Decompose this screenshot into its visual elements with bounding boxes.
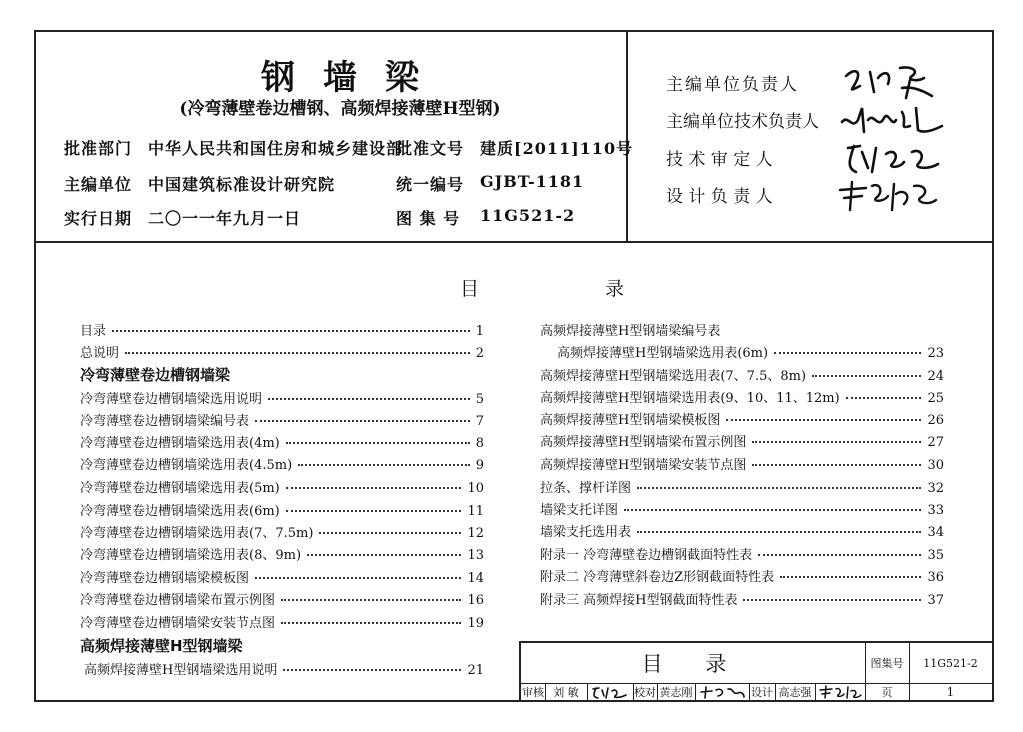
- designer-signature: [815, 683, 865, 700]
- approval-doc-value: 建质[2011]110号: [480, 139, 634, 158]
- toc-entry-page: 21: [467, 663, 484, 678]
- toc-entry-page: 26: [927, 413, 944, 428]
- toc-section-heading: 冷弯薄壁卷边槽钢墙梁: [80, 366, 231, 384]
- toc-entry-page: 23: [927, 346, 944, 361]
- toc-leader: [774, 352, 921, 354]
- toc-entry-text: 附录一 冷弯薄壁卷边槽钢截面特性表: [540, 548, 753, 563]
- toc-entry-text: 冷弯薄壁卷边槽钢墙梁安装节点图: [80, 616, 276, 631]
- toc-entry-page: 36: [927, 570, 944, 585]
- toc-leader: [112, 330, 470, 332]
- toc-leader: [758, 554, 921, 556]
- toc-leader: [286, 442, 470, 444]
- signature-chief-editor: [840, 62, 950, 102]
- toc-leader: [637, 487, 921, 489]
- unified-no-value: GJBT-1181: [480, 172, 585, 191]
- toc-entry-text: 冷弯薄壁卷边槽钢墙梁编号表: [80, 414, 250, 429]
- toc-entry[interactable]: [80, 342, 484, 362]
- toc-entry[interactable]: [80, 454, 484, 474]
- toc-leader: [268, 398, 470, 400]
- toc-leader: [281, 622, 461, 624]
- toc-entry-page: 14: [467, 571, 484, 586]
- toc-leader: [298, 464, 470, 466]
- toc-entry-page: 25: [927, 391, 944, 406]
- toc-entry-text: 冷弯薄壁卷边槽钢墙梁选用表(6m): [80, 504, 280, 519]
- page-number: 1: [946, 684, 955, 699]
- designer-name: 高志强: [778, 685, 812, 699]
- toc-entry[interactable]: [540, 566, 944, 586]
- title-block: [519, 641, 994, 702]
- toc-entry-text: 冷弯薄壁卷边槽钢墙梁选用表(7、7.5m): [80, 526, 314, 541]
- toc-leader: [846, 397, 922, 399]
- toc-entry-page: 11: [467, 504, 484, 519]
- reviewer-name: 刘 敏: [553, 685, 579, 699]
- toc-entry[interactable]: [540, 499, 944, 519]
- toc-entry[interactable]: [540, 589, 944, 609]
- toc-entry[interactable]: [540, 477, 944, 497]
- toc-entry-text: 高频焊接薄壁H型钢墙梁选用表(7、7.5、8m): [540, 369, 807, 384]
- toc-leader: [281, 599, 461, 601]
- toc-entry-text: 冷弯薄壁卷边槽钢墙梁选用表(4.5m): [80, 458, 293, 473]
- signature-reviewer: [842, 138, 952, 178]
- toc-leader: [283, 669, 461, 671]
- editor-label: 主编单位: [64, 175, 133, 194]
- toc-entry-page: 8: [475, 436, 484, 451]
- toc-entry-page: 32: [927, 481, 944, 496]
- toc-entry-page: 13: [467, 548, 484, 563]
- check-label: 校对: [634, 685, 656, 699]
- toc-entry-text: 墙梁支托详图: [540, 503, 619, 518]
- toc-entry[interactable]: [557, 342, 944, 362]
- unified-no-label: 统一编号: [396, 175, 465, 194]
- toc-entry-page: 35: [927, 548, 944, 563]
- toc-entry-text: 冷弯薄壁卷边槽钢墙梁选用表(4m): [80, 436, 280, 451]
- toc-entry-text: 拉条、撑杆详图: [540, 481, 632, 496]
- toc-entry-text: 冷弯薄壁卷边槽钢墙梁模板图: [80, 571, 250, 586]
- toc-entry-page: 37: [927, 593, 944, 608]
- toc-entry[interactable]: [540, 431, 944, 451]
- toc-entry-page: 5: [475, 392, 484, 407]
- toc-entry-text: 高频焊接薄壁H型钢墙梁编号表: [540, 324, 721, 339]
- checker-signature: [695, 683, 749, 700]
- toc-entry-text: 高频焊接薄壁H型钢墙梁选用表(6m): [557, 346, 769, 361]
- toc-entry-text: 高频焊接薄壁H型钢墙梁选用说明: [84, 663, 278, 678]
- toc-entry-text: 高频焊接薄壁H型钢墙梁布置示例图: [540, 435, 747, 450]
- toc-leader: [743, 599, 921, 601]
- toc-leader: [286, 487, 462, 489]
- toc-entry[interactable]: [540, 365, 944, 385]
- toc-entry[interactable]: [80, 544, 484, 564]
- toc-entry[interactable]: [80, 522, 484, 542]
- toc-entry-page: 34: [927, 525, 944, 540]
- atlas-no-value: 11G521-2: [923, 656, 978, 670]
- toc-entry-text: 附录三 高频焊接H型钢截面特性表: [540, 593, 738, 608]
- toc-leader: [255, 577, 461, 579]
- toc-leader: [255, 420, 470, 422]
- atlas-no-value: 11G521-2: [480, 206, 576, 225]
- toc-entry-text: 高频焊接薄壁H型钢墙梁选用表(9、10、11、12m): [540, 391, 840, 406]
- toc-entry[interactable]: [80, 500, 484, 520]
- toc-entry[interactable]: [80, 388, 484, 408]
- role-technical-lead: 主编单位技术负责人: [666, 112, 819, 132]
- toc-leader: [726, 419, 921, 421]
- designer-signature-icon: [818, 685, 862, 699]
- toc-entry[interactable]: [80, 567, 484, 587]
- role-chief-editor: 主编单位负责人: [666, 75, 799, 95]
- toc-entry[interactable]: [80, 410, 484, 430]
- toc-leader: [319, 532, 461, 534]
- toc-entry-text: 高频焊接薄壁H型钢墙梁模板图: [540, 413, 721, 428]
- approval-doc-label: 批准文号: [396, 139, 465, 158]
- reviewer-signature-icon: [590, 685, 630, 699]
- toc-entry-text: 目录: [80, 324, 107, 339]
- toc-entry-page: 33: [927, 503, 944, 518]
- toc-entry-page: 16: [467, 593, 484, 608]
- toc-entry-text: 冷弯薄壁卷边槽钢墙梁选用表(5m): [80, 481, 280, 496]
- role-design-lead: 设 计 负 责 人: [666, 187, 773, 207]
- toc-leader: [752, 464, 921, 466]
- toc-entry-text: 墙梁支托选用表: [540, 525, 632, 540]
- toc-entry-page: 1: [475, 324, 484, 339]
- toc-leader: [286, 510, 462, 512]
- document-subtitle: (冷弯薄壁卷边槽钢、高频焊接薄壁H型钢): [179, 99, 501, 119]
- toc-leader: [125, 352, 470, 354]
- toc-entry-text: 高频焊接薄壁H型钢墙梁安装节点图: [540, 458, 747, 473]
- review-label: 审核: [522, 685, 544, 699]
- toc-entry-page: 7: [475, 414, 484, 429]
- toc-entry-text: 冷弯薄壁卷边槽钢墙梁布置示例图: [80, 593, 276, 608]
- toc-title: 目 录: [460, 278, 685, 300]
- toc-entry[interactable]: [80, 320, 484, 340]
- editor-value: 中国建筑标准设计研究院: [148, 175, 336, 194]
- toc-entry-text: 冷弯薄壁卷边槽钢墙梁选用表(8、9m): [80, 548, 302, 563]
- reviewer-signature: [587, 683, 633, 700]
- signature-technical-lead: [838, 100, 948, 140]
- toc-entry[interactable]: [80, 612, 484, 632]
- toc-entry[interactable]: [540, 387, 944, 407]
- toc-entry-text: 附录二 冷弯薄壁斜卷边Z形钢截面特性表: [540, 570, 775, 585]
- approval-dept-value: 中华人民共和国住房和城乡建设部: [148, 139, 404, 158]
- effective-date-value: 二〇一一年九月一日: [148, 209, 302, 228]
- toc-leader: [637, 531, 921, 533]
- toc-entry-page: 10: [467, 481, 484, 496]
- toc-entry[interactable]: [80, 477, 484, 497]
- toc-entry-page: 9: [475, 458, 484, 473]
- toc-entry[interactable]: [80, 589, 484, 609]
- atlas-no-label: 图 集 号: [396, 209, 461, 228]
- toc-section-heading: 高频焊接薄壁H型钢墙梁: [80, 637, 243, 655]
- title-block-title: 目 录: [641, 652, 745, 676]
- toc-entry-page: 24: [927, 369, 944, 384]
- toc-entry[interactable]: [540, 544, 944, 564]
- design-label: 设计: [751, 685, 773, 699]
- signature-design-lead: [836, 176, 946, 216]
- toc-entry[interactable]: [540, 521, 944, 541]
- approval-dept-label: 批准部门: [64, 139, 133, 158]
- toc-entry-page: 27: [927, 435, 944, 450]
- toc-entry[interactable]: [540, 454, 944, 474]
- toc-entry-page: 30: [927, 458, 944, 473]
- effective-date-label: 实行日期: [64, 209, 133, 228]
- role-reviewer: 技 术 审 定 人: [666, 150, 773, 170]
- toc-entry[interactable]: [540, 409, 944, 429]
- checker-signature-icon: [698, 685, 746, 699]
- toc-entry-page: 2: [475, 346, 484, 361]
- document-title: 钢墙梁: [261, 58, 447, 98]
- toc-entry[interactable]: [540, 320, 720, 340]
- toc-entry-text: 总说明: [80, 346, 120, 361]
- header-divider: [34, 241, 994, 243]
- toc-leader: [307, 554, 461, 556]
- toc-leader: [780, 576, 921, 578]
- atlas-no-label: 图集号: [870, 657, 904, 670]
- toc-entry[interactable]: [84, 659, 484, 679]
- toc-leader: [812, 375, 921, 377]
- toc-entry[interactable]: [80, 432, 484, 452]
- toc-leader: [624, 509, 921, 511]
- toc-entry-text: 冷弯薄壁卷边槽钢墙梁选用说明: [80, 392, 263, 407]
- toc-leader: [752, 441, 921, 443]
- page-label: 页: [881, 685, 893, 699]
- toc-entry-page: 12: [467, 526, 484, 541]
- toc-entry-page: 19: [467, 616, 484, 631]
- checker-name: 黄志刚: [659, 685, 693, 699]
